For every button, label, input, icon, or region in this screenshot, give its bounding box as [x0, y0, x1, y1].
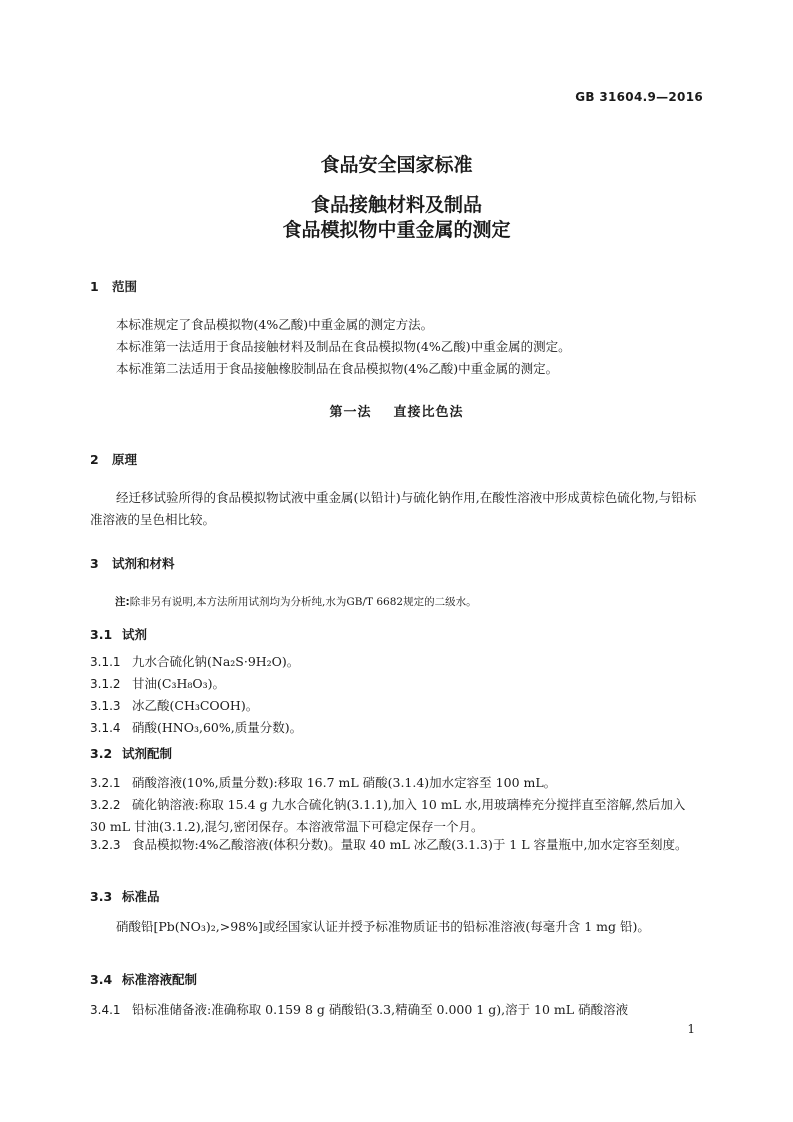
document-subtitle-2: 食品模拟物中重金属的测定	[282, 219, 511, 241]
item-number: 3.1.4	[90, 721, 121, 735]
item-text: 甘油(C₃H₈O₃)。	[132, 676, 225, 691]
note-text: 除非另有说明,本方法所用试剂均为分析纯,水为GB/T 6682规定的二级水。	[129, 596, 477, 608]
note	[115, 594, 477, 609]
item-text: 铅标准储备液:准确称取 0.159 8 g 硝酸铅(3.3,精确至 0.000 1 g),溶于 10 mL 硝酸溶液	[132, 1002, 629, 1017]
list-item	[90, 651, 705, 673]
section-title: 原理	[112, 452, 138, 467]
section-title: 试剂	[122, 627, 148, 642]
item-number: 3.4.1	[90, 1003, 121, 1017]
section-title: 试剂配制	[122, 746, 173, 761]
item-text: 硝酸溶液(10%,质量分数):移取 16.7 mL 硝酸(3.1.4)加水定容至 100 mL。	[132, 775, 557, 790]
list-item	[90, 695, 705, 717]
document-subtitle-1: 食品接触材料及制品	[310, 194, 482, 216]
section-number: 3	[90, 556, 99, 571]
method-heading	[0, 401, 793, 420]
section-number: 3.2	[90, 746, 113, 761]
section-number: 3.4	[90, 972, 113, 987]
section-number: 3.3	[90, 889, 113, 904]
item-text: 九水合硫化钠(Na₂S·9H₂O)。	[132, 654, 300, 669]
section-title: 标准溶液配制	[122, 972, 198, 987]
item-number: 3.1.1	[90, 655, 121, 669]
section-title: 标准品	[122, 889, 160, 904]
document-title: 食品安全国家标准	[320, 154, 473, 176]
section-1-heading	[90, 277, 137, 295]
method-label: 第一法	[329, 405, 372, 420]
section-number: 2	[90, 452, 99, 467]
section-3-2-heading	[90, 744, 172, 762]
standard-number: GB 31604.9—2016	[575, 90, 703, 104]
item-number: 3.1.3	[90, 699, 121, 713]
item-text: 冰乙酸(CH₃COOH)。	[132, 698, 259, 713]
section-3-1-heading	[90, 625, 147, 643]
section-3-4-heading	[90, 970, 197, 988]
item-number: 3.2.3	[90, 838, 121, 852]
section-2-heading	[90, 450, 137, 468]
list-item	[90, 772, 705, 794]
note-label: 注:	[115, 596, 130, 608]
list-item	[90, 717, 705, 739]
list-item	[90, 794, 705, 838]
method-name: 直接比色法	[393, 405, 464, 420]
item-number: 3.1.2	[90, 677, 121, 691]
section-number: 1	[90, 279, 99, 294]
section-number: 3.1	[90, 627, 113, 642]
item-number: 3.2.2	[90, 798, 121, 812]
item-number: 3.2.1	[90, 776, 121, 790]
section-title: 试剂和材料	[112, 556, 175, 571]
paragraph: 本标准第一法适用于食品接触材料及制品在食品模拟物(4%乙酸)中重金属的测定。	[116, 339, 571, 354]
list-item	[90, 999, 705, 1021]
paragraph: 硝酸铅[Pb(NO₃)₂,>98%]或经国家认证并授予标准物质证书的铅标准溶液(每毫升含 1 mg 铅)。	[116, 919, 650, 934]
paragraph: 本标准规定了食品模拟物(4%乙酸)中重金属的测定方法。	[116, 317, 434, 332]
page-number: 1	[687, 1022, 695, 1036]
list-item	[90, 834, 705, 856]
section-3-heading	[90, 554, 175, 572]
list-item	[90, 673, 705, 695]
paragraph: 本标准第二法适用于食品接触橡胶制品在食品模拟物(4%乙酸)中重金属的测定。	[116, 361, 559, 376]
item-text: 硝酸(HNO₃,60%,质量分数)。	[132, 720, 303, 735]
section-3-3-heading	[90, 887, 160, 905]
paragraph: 经迁移试验所得的食品模拟物试液中重金属(以铅计)与硫化钠作用,在酸性溶液中形成黄棕色硫化物,与铅标准溶液的呈色相比较。	[90, 490, 697, 527]
section-title: 范围	[112, 279, 138, 294]
item-text: 食品模拟物:4%乙酸溶液(体积分数)。量取 40 mL 冰乙酸(3.1.3)于 1 L 容量瓶中,加水定容至刻度。	[132, 837, 688, 852]
item-text: 硫化钠溶液:称取 15.4 g 九水合硫化钠(3.1.1),加入 10 mL 水,用玻璃棒充分搅拌直至溶解,然后加入 30 mL 甘油(3.1.2),混匀,密闭保存。本溶液常温下可稳定保存一个月。	[90, 797, 686, 834]
